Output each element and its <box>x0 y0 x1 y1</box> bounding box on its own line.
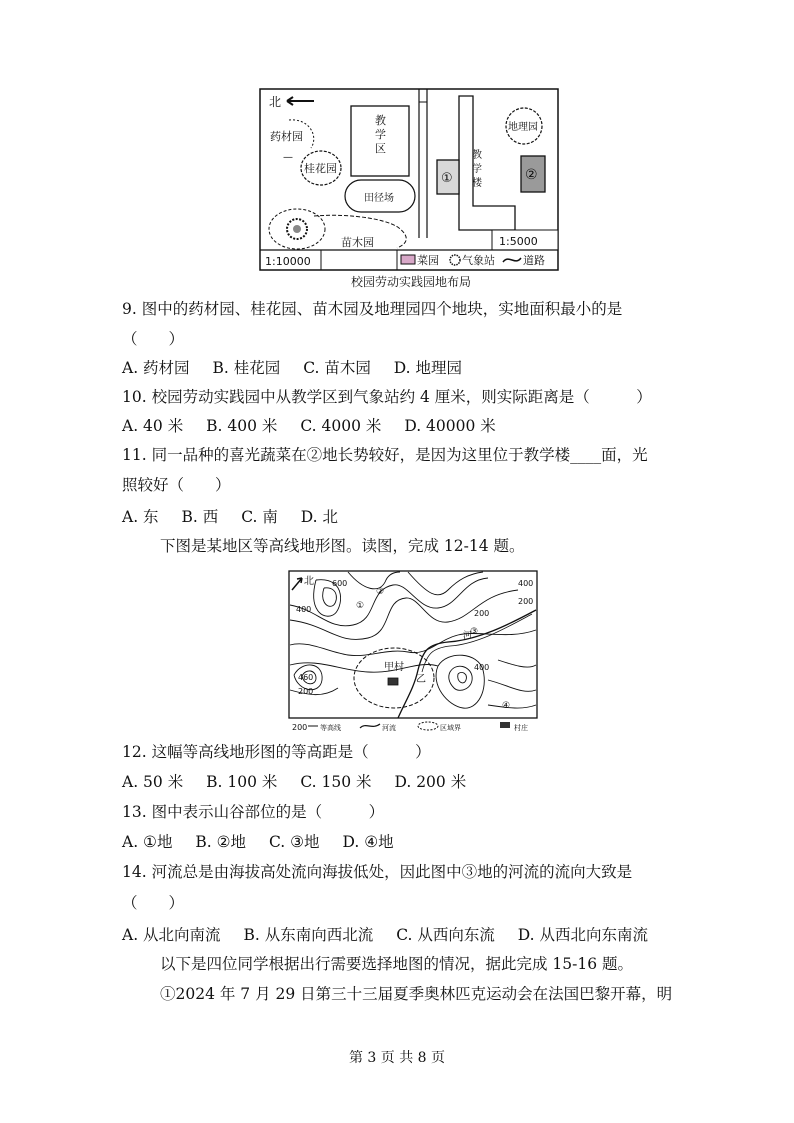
river-label: 河 <box>463 631 473 641</box>
contour-label-400a: 400 <box>296 605 312 614</box>
q14-option-c[interactable]: C. 从西向东流 <box>396 926 495 944</box>
village-label: 甲村 <box>384 662 404 673</box>
q12-options <box>122 771 466 793</box>
q11-option-b[interactable]: B. 西 <box>181 508 219 526</box>
legend-boundary-icon <box>418 722 438 730</box>
q12-option-b[interactable]: B. 100 米 <box>206 773 278 791</box>
legend-river-label: 河流 <box>382 724 396 732</box>
q13-stem: 13. 图中表示山谷部位的是（ ） <box>122 803 385 821</box>
contour-map <box>288 570 538 734</box>
q11-stem-1: 11. 同一品种的喜光蔬菜在②地长势较好，是因为这里位于教学楼____面，光 <box>122 446 648 464</box>
contour-label-400b: 400 <box>518 579 534 588</box>
contour-label-200a: 200 <box>518 597 534 606</box>
q14-option-d[interactable]: D. 从西北向东南流 <box>517 926 649 944</box>
q9-stem: 9. 图中的药材园、桂花园、苗木园及地理园四个地块，实地面积最小的是 <box>122 300 623 318</box>
teaching-area-char-3: 区 <box>375 142 386 155</box>
contour-label-400c: 400 <box>474 663 490 672</box>
q12-option-d[interactable]: D. 200 米 <box>394 773 467 791</box>
map1-caption: 校园劳动实践园地布局 <box>351 275 472 289</box>
q12-option-a[interactable]: A. 50 米 <box>122 773 184 791</box>
page-footer: 第 3 页 共 8 页 <box>348 1050 446 1066</box>
building-char-3: 楼 <box>472 178 482 189</box>
q10-option-d[interactable]: D. 40000 米 <box>404 417 496 435</box>
q9-option-b[interactable]: B. 桂花园 <box>212 359 281 377</box>
plot-2-label: ② <box>525 167 538 183</box>
teaching-area-char-1: 教 <box>375 114 386 127</box>
village-icon <box>388 678 398 685</box>
marker-2: ② <box>376 587 385 597</box>
building-char-2: 学 <box>472 164 482 175</box>
intro-12-14: 下图是某地区等高线地形图。读图，完成 12-14 题。 <box>160 537 525 555</box>
q11-option-c[interactable]: C. 南 <box>241 508 278 526</box>
legend-village-label: 村庄 <box>514 724 528 732</box>
legend-contour-label: 等高线 <box>320 724 341 732</box>
contour-label-460: 460 <box>298 673 314 682</box>
q12-stem: 12. 这幅等高线地形图的等高距是（ ） <box>122 743 431 761</box>
q13-option-d[interactable]: D. ④地 <box>342 833 394 851</box>
q9-option-d[interactable]: D. 地理园 <box>393 359 463 377</box>
yi-label: 乙 <box>416 674 426 685</box>
map1-north-label: 北 <box>269 95 282 109</box>
q14-option-a[interactable]: A. 从北向南流 <box>122 926 221 944</box>
q14-options <box>122 924 648 946</box>
plot-1-label: ① <box>441 171 453 186</box>
paragraph-1: ①2024 年 7 月 29 日第三十三届夏季奥林匹克运动会在法国巴黎开幕，明 <box>160 985 673 1003</box>
q11-options <box>122 506 338 528</box>
q9-option-c[interactable]: C. 苗木园 <box>303 359 371 377</box>
q14-stem-1: 14. 河流总是由海拔高处流向海拔低处，因此图中③地的河流的流向大致是 <box>122 863 633 881</box>
contour-label-200c: 200 <box>298 687 314 696</box>
q10-options <box>122 415 496 437</box>
q13-option-c[interactable]: C. ③地 <box>268 833 320 851</box>
marker-1: ① <box>356 601 365 611</box>
campus-layout-map <box>259 88 559 272</box>
q10-stem: 10. 校园劳动实践园中从教学区到气象站约 4 厘米，则实际距离是（ ） <box>122 388 652 406</box>
q11-option-a[interactable]: A. 东 <box>122 508 159 526</box>
legend-200: 200 <box>292 723 308 732</box>
legend-river-icon <box>360 724 380 728</box>
marker-4: ④ <box>502 701 511 711</box>
q13-option-a[interactable]: A. ①地 <box>122 833 173 851</box>
q10-option-b[interactable]: B. 400 米 <box>206 417 278 435</box>
q11-option-d[interactable]: D. 北 <box>300 508 339 526</box>
q11-stem-2: 照较好（ ） <box>122 476 231 494</box>
q13-option-b[interactable]: B. ②地 <box>195 833 247 851</box>
q10-option-c[interactable]: C. 4000 米 <box>300 417 382 435</box>
q9-paren: （ ） <box>122 330 185 348</box>
q12-option-c[interactable]: C. 150 米 <box>300 773 372 791</box>
q14-option-b[interactable]: B. 从东南向西北流 <box>243 926 374 944</box>
nursery-garden-label: 苗木园 <box>341 236 374 249</box>
legend-vegetable-label: 菜园 <box>417 254 439 267</box>
legend-village-icon <box>500 722 510 728</box>
svg-text:—: — <box>283 152 293 163</box>
contour-label-200b: 200 <box>474 609 490 618</box>
intro-15-16: 以下是四位同学根据出行需要选择地图的情况，据此完成 15-16 题。 <box>160 955 634 973</box>
q13-options <box>122 831 394 853</box>
track-field-label: 田径场 <box>364 193 394 204</box>
legend-road-label: 道路 <box>523 254 545 267</box>
scale-right: 1:5000 <box>499 235 538 248</box>
marker-3: ③ <box>470 627 479 637</box>
legend-weather-label: 气象站 <box>462 254 495 267</box>
map2-north-label: 北 <box>304 576 314 587</box>
building-char-1: 教 <box>472 150 482 161</box>
teaching-area-char-2: 学 <box>375 128 386 141</box>
legend-vegetable-icon <box>401 255 415 264</box>
q9-options <box>122 357 462 379</box>
q9-option-a[interactable]: A. 药材园 <box>122 359 190 377</box>
osmanthus-garden-label: 桂花园 <box>304 162 337 175</box>
scale-left: 1:10000 <box>265 255 311 268</box>
q14-stem-2: （ ） <box>122 894 185 912</box>
q10-option-a[interactable]: A. 40 米 <box>122 417 184 435</box>
geography-garden-label: 地理园 <box>508 122 538 133</box>
legend-boundary-label: 区域界 <box>440 724 461 732</box>
medicine-garden-label: 药材园 <box>270 130 303 143</box>
contour-label-600: 600 <box>332 579 348 588</box>
